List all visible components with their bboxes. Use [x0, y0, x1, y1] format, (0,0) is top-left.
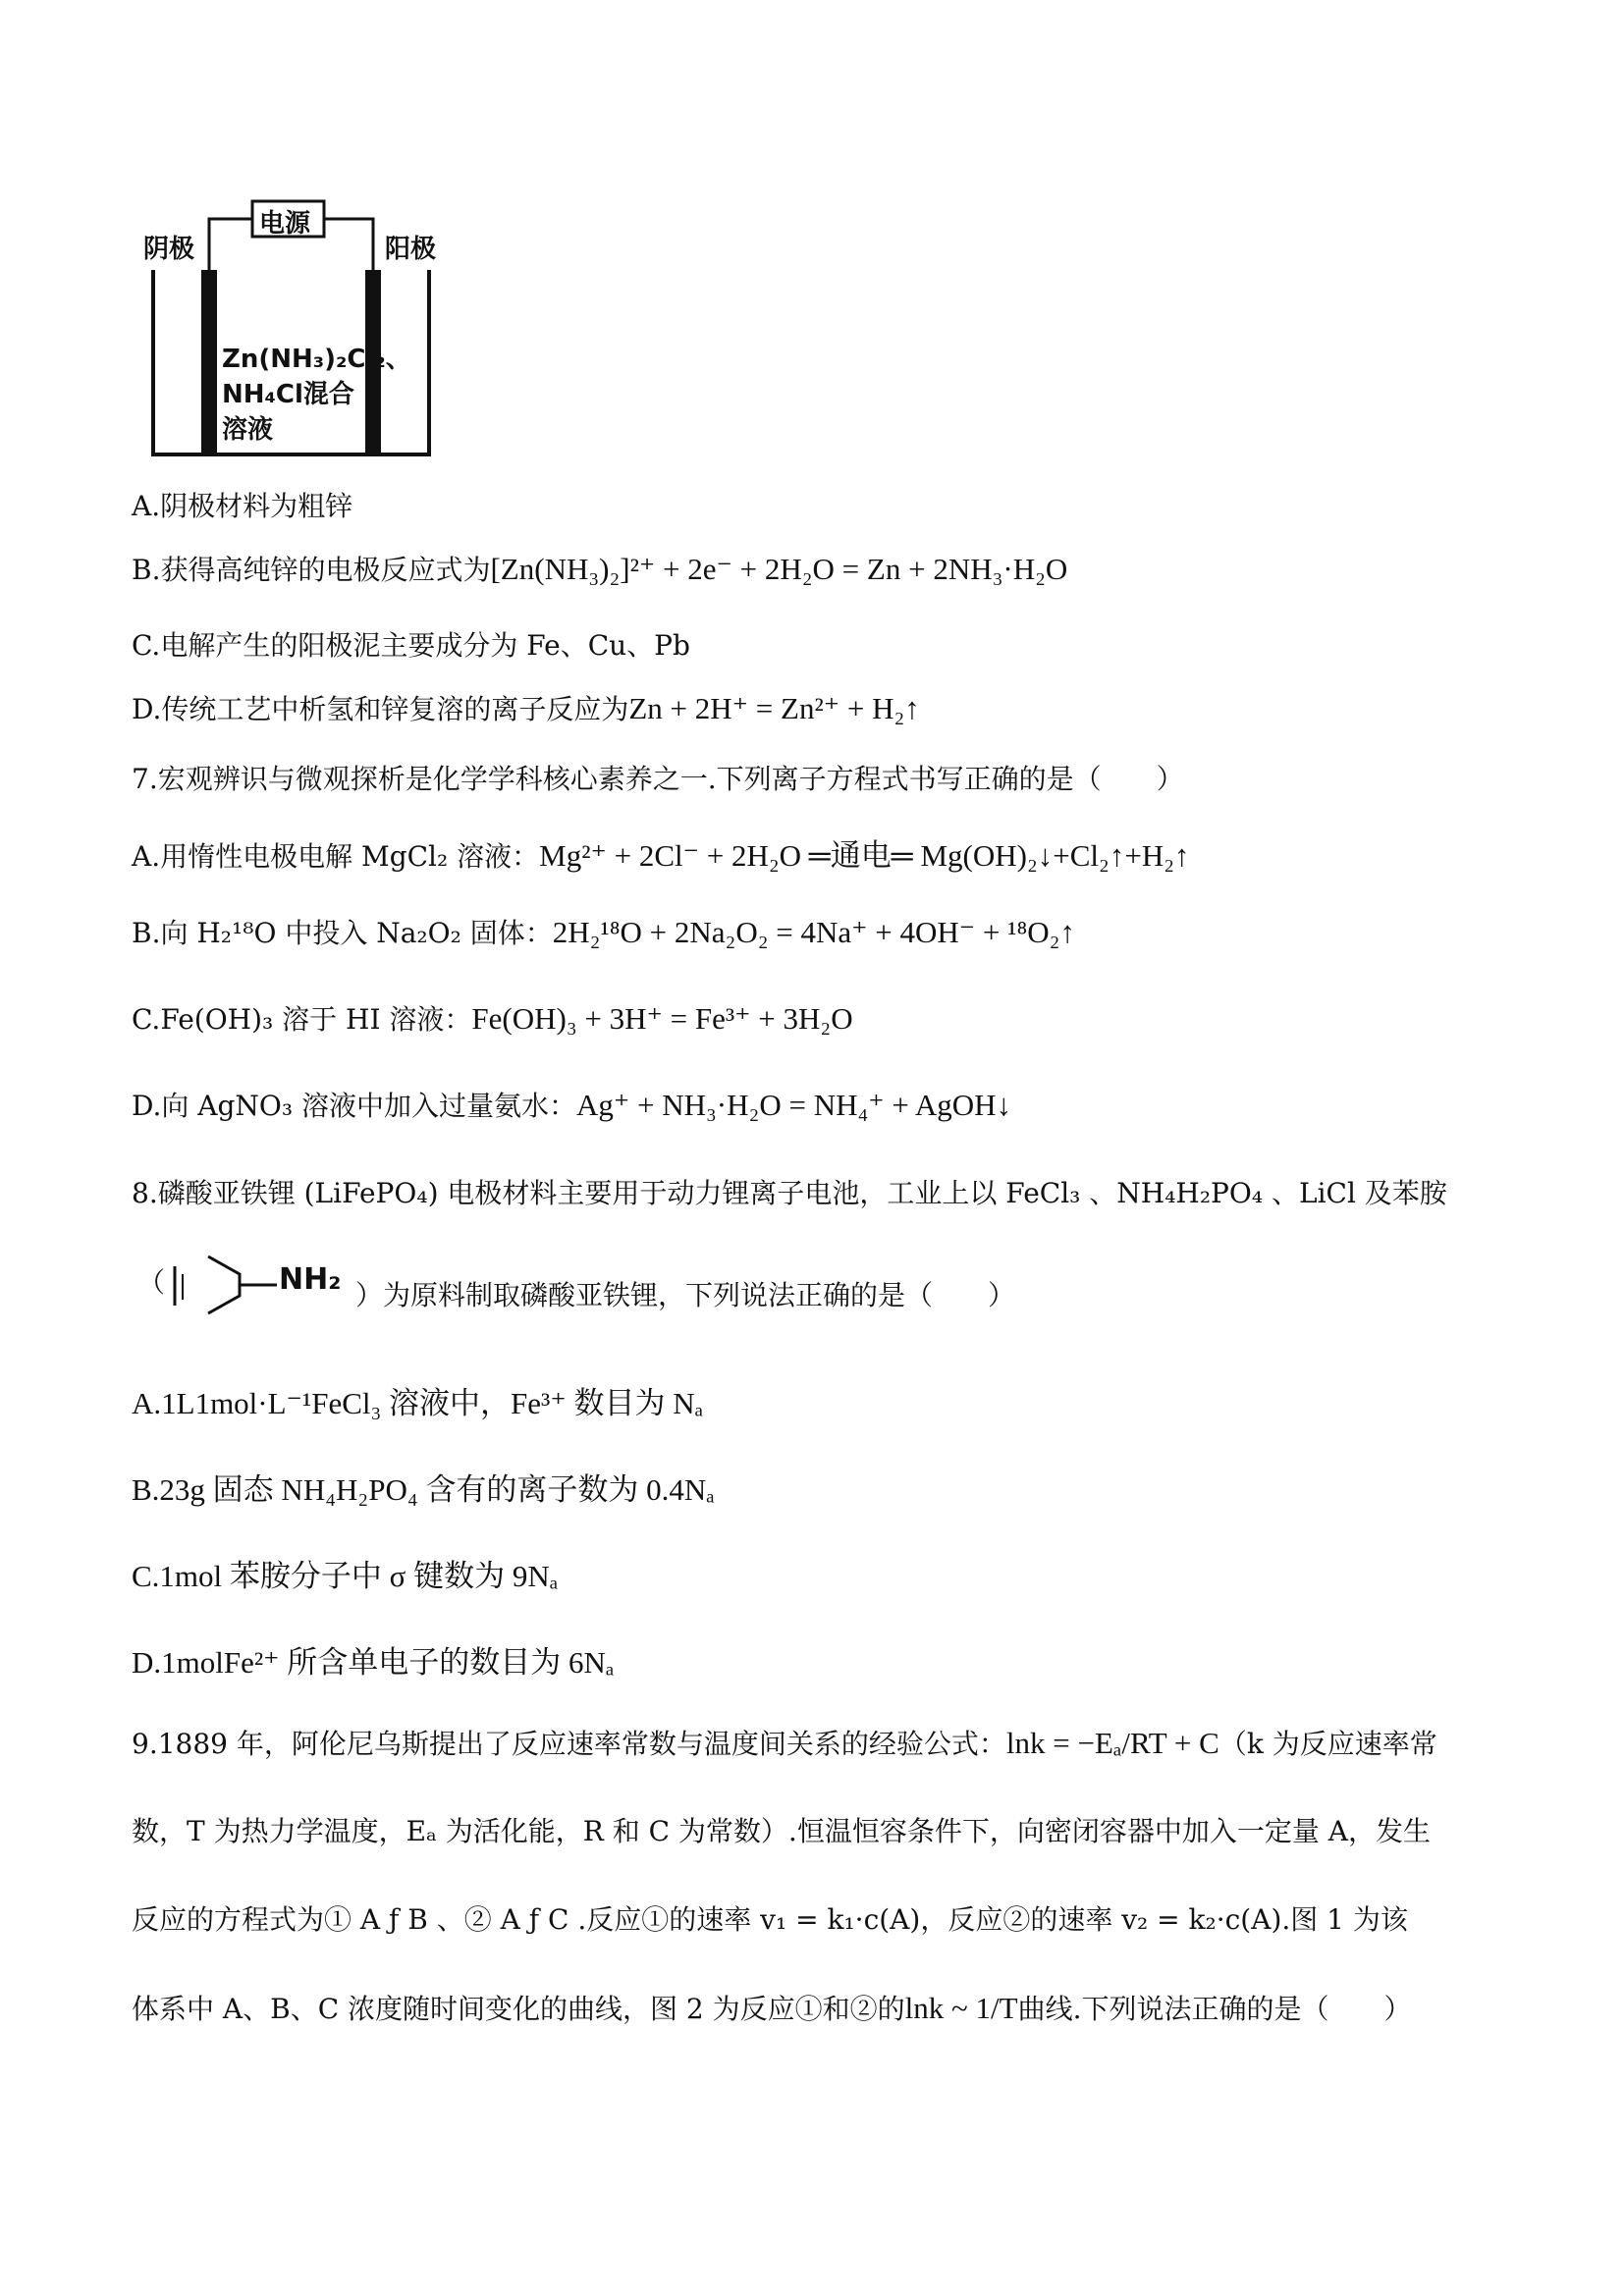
q7-option-c — [132, 999, 853, 1040]
q8-option-a: A.1L1mol·L⁻¹FeCl₃ 溶液中，Fe³⁺ 数目为 Nₐ — [132, 1386, 704, 1420]
cathode-label: 阴极 — [143, 235, 195, 264]
anode-label: 阳极 — [385, 235, 437, 264]
q7-option-b-equation: 2H₂¹⁸O + 2Na₂O₂ = 4Na⁺ + 4OH⁻ + ¹⁸O₂↑ — [552, 915, 1075, 949]
q6-option-b-text: B.获得高纯锌的电极反应式为 — [132, 554, 491, 586]
aniline-structure — [132, 1249, 357, 1317]
q8-stem-line1: 8.磷酸亚铁锂 (LiFePO₄) 电极材料主要用于动力锂离子电池，工业上以 FeCl₃ 、NH₄H₂PO₄ 、LiCl 及苯胺 — [132, 1177, 1447, 1209]
q9-lnk-formula: lnk ~ 1/T — [904, 1991, 1018, 2025]
solution-label-3: 溶液 — [222, 415, 274, 445]
q6-option-d-text: D.传统工艺中析氢和锌复溶的离子反应为 — [132, 693, 629, 725]
q7-option-d — [132, 1086, 1011, 1126]
q7-option-a-equation: Mg²⁺ + 2Cl⁻ + 2H₂O ═通电═ Mg(OH)₂↓+Cl₂↑+H₂↑ — [539, 838, 1190, 873]
electrolysis-diagram — [137, 191, 471, 466]
power-label: 电源 — [259, 209, 311, 239]
q7-option-d-text: D.向 AgNO₃ 溶液中加入过量氨水： — [132, 1090, 576, 1122]
q8-option-b: B.23g 固态 NH₄H₂PO₄ 含有的离子数为 0.4Nₐ — [132, 1472, 715, 1507]
q9-line2: 数，T 为热力学温度，Eₐ 为活化能，R 和 C 为常数）.恒温恒容条件下，向密闭容器中加入一定量 A，发生 — [132, 1815, 1431, 1847]
q9-line3: 反应的方程式为① A ƒ B 、② A ƒ C .反应①的速率 v₁ = k₁·c(A)，反应②的速率 v₂ = k₂·c(A).图 1 为该 — [132, 1903, 1408, 1936]
q8-stem-line2: ）为原料制取磷酸亚铁锂，下列说法正确的是（ ） — [355, 1279, 1016, 1311]
q7-option-b-text: B.向 H₂¹⁸O 中投入 Na₂O₂ 固体： — [132, 917, 553, 949]
q7-stem: 7.宏观辨识与微观探析是化学学科核心素养之一.下列离子方程式书写正确的是（ ） — [132, 763, 1184, 795]
q9-line1 — [132, 1724, 1437, 1764]
q9-line4-prefix: 体系中 A、B、C 浓度随时间变化的曲线，图 2 为反应①和②的 — [132, 1993, 905, 2025]
svg-text:（: （ — [137, 1266, 166, 1299]
q6-option-a: A.阴极材料为粗锌 — [132, 490, 353, 522]
q8-option-c: C.1mol 苯胺分子中 σ 键数为 9Nₐ — [132, 1559, 559, 1593]
q6-option-b-equation: [Zn(NH₃)₂]²⁺ + 2e⁻ + 2H₂O = Zn + 2NH₃·H₂O — [490, 552, 1068, 586]
q6-option-d-equation: Zn + 2H⁺ = Zn²⁺ + H₂↑ — [628, 691, 920, 725]
q7-option-b — [132, 913, 1075, 953]
solution-label-2: NH₄Cl混合 — [222, 380, 354, 409]
aniline-nh2-label: NH₂ — [279, 1262, 342, 1297]
q7-option-a — [132, 836, 1190, 877]
q9-line4-suffix: 曲线.下列说法正确的是（ ） — [1017, 1993, 1412, 2025]
q7-option-c-equation: Fe(OH)₃ + 3H⁺ = Fe³⁺ + 3H₂O — [471, 1001, 853, 1036]
q9-line1-prefix: 9.1889 年，阿伦尼乌斯提出了反应速率常数与温度间关系的经验公式： — [132, 1728, 1006, 1760]
q6-option-c: C.电解产生的阳极泥主要成分为 Fe、Cu、Pb — [132, 629, 690, 662]
q9-line1-suffix: （k 为反应速率常 — [1218, 1728, 1437, 1760]
q8-option-d: D.1molFe²⁺ 所含单电子的数目为 6Nₐ — [132, 1645, 615, 1680]
q6-option-b — [132, 550, 1067, 590]
q9-arrhenius-formula: lnk = −Eₐ/RT + C — [1005, 1726, 1219, 1760]
q7-option-a-text: A.用惰性电极电解 MgCl₂ 溶液： — [132, 840, 540, 873]
q9-line4 — [132, 1989, 1411, 2029]
q7-option-c-text: C.Fe(OH)₃ 溶于 HI 溶液： — [132, 1003, 472, 1036]
solution-label-1: Zn(NH₃)₂Cl₂、 — [222, 345, 411, 374]
q6-option-d — [132, 689, 920, 729]
q7-option-d-equation: Ag⁺ + NH₃·H₂O = NH₄⁺ + AgOH↓ — [575, 1088, 1012, 1122]
